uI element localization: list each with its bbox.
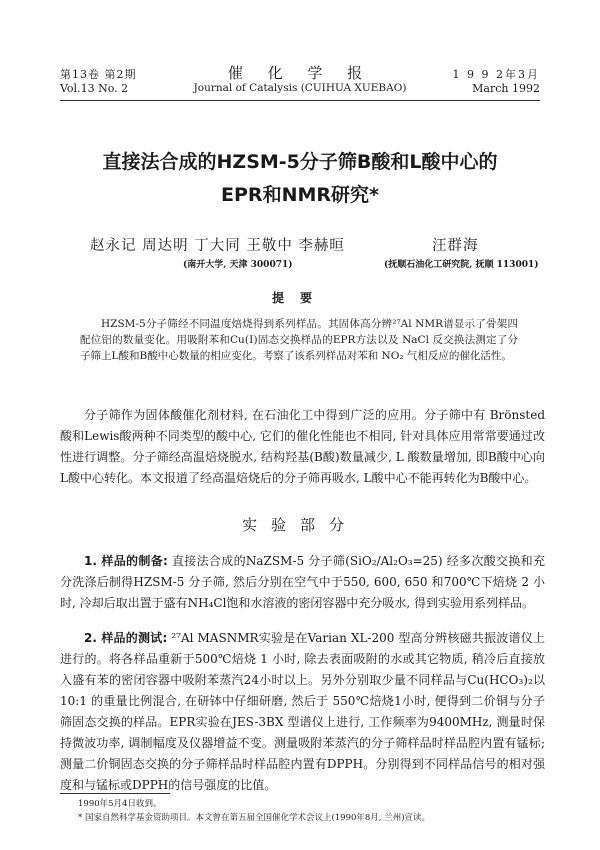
paragraph-label: 1. 样品的制备:	[84, 554, 168, 568]
authors-group-1: 赵永记 周达明 丁大同 王敬中 李赫晅	[90, 238, 345, 254]
volume-issue-en: Vol.13 No. 2	[60, 82, 129, 95]
paragraph-label: 2. 样品的测试:	[84, 631, 168, 645]
abstract-heading: 提要	[271, 291, 328, 305]
date-en: March 1992	[472, 82, 540, 95]
affiliation-2: (抚顺石油化工研究院, 抚顺 113001)	[384, 260, 539, 270]
section-heading: 实验部分	[241, 516, 358, 534]
journal-name-en: Journal of Catalysis (CUIHUA XUEBAO)	[193, 82, 407, 94]
paragraph-sample-test	[60, 628, 545, 796]
intro-paragraph: 分子筛作为固体酸催化剂材料, 在石油化工中得到广泛的应用。分子筛中有 Brönsted 酸和Lewis酸两种不同类型的酸中心, 它们的催化性能也不相同, 针对具体应用常常要通过改性进行调整。分子筛经高温焙烧脱水, 结构羟基(B酸)数量减少, L 酸数量增加, 即B酸中心向L酸中心转化。本文报道了经高温焙烧后的分子筛再吸水, L酸中心不能再转化为B酸中心。	[60, 408, 545, 485]
title-line-1: 直接法合成的HZSM-5分子筛B酸和L酸中心的	[102, 151, 498, 173]
date-cn: 1 9 9 2年3月	[452, 68, 540, 81]
footnote-received: 1990年5月4日收到。	[78, 799, 162, 809]
running-header	[60, 66, 540, 100]
footnote-rule	[60, 793, 170, 794]
paragraph-body: ²⁷Al MASNMR实验是在Varian XL-200 型高分辨核磁共振波谱仪上进行的。将各样品重新于500℃焙烧 1 小时, 除去表面吸附的水或其它物质, 稍冷后直接放入盛有苯的密闭容器中吸附苯蒸汽24小时以上。另外分别取少量不同样品与Cu(HCO₃)₂以10:1 的重量比例混合, 在研钵中仔细研磨, 然后于 550℃焙烧1小时, 便得到二价铜与分子筛固态交换的样品。EPR实验在JES-3BX 型谱仪上进行, 工作频率为9400MHz, 测量时保持微波功率, 调制幅度及仪器增益不变。测量吸附苯蒸汽的分子筛样品时样品腔内置有锰标; 测量二价铜固态交换的分子筛样品时样品腔内置有DPPH。分别得到不同样品信号的相对强度和与锰标或DPPH的信号强度的比值。	[60, 631, 545, 792]
journal-name-cn: 催 化 学 报	[227, 64, 373, 82]
abstract-text: HZSM-5分子筛经不同温度焙烧得到系列样品。其固体高分辨²⁷Al NMR谱显示了骨架四配位铝的数量变化。用吸附苯和Cu(Ⅰ)固态交换样品的EPR方法以及 NaCl 反交换法测定了分子筛上L酸和B酸中心数量的相应变化。考察了该系列样品对苯和 NO₂ 气相反应的催化活性。	[80, 318, 518, 362]
paragraph-sample-prep	[60, 551, 545, 614]
volume-issue-cn: 第13卷 第2期	[60, 68, 137, 81]
title-line-2: EPR和NMR研究*	[221, 184, 379, 206]
affiliation-1: (南开大学, 天津 300071)	[183, 260, 293, 270]
footnote-funding: * 国家自然科学基金资助项目。本文曾在第五届全国催化学术会议上(1990年8月, 兰州)宣读。	[78, 813, 431, 823]
header-rule	[60, 100, 540, 101]
paragraph-body: 直接法合成的NaZSM-5 分子筛(SiO₂/Al₂O₃=25) 经多次酸交换和充分洗涤后制得HZSM-5 分子筛, 然后分别在空气中于550, 600, 650 和700℃下焙烧 2 小时, 冷却后取出置于盛有NH₄Cl饱和水溶液的密闭容器中充分吸水, 得到实验用系列样品。	[60, 554, 545, 610]
authors-group-2: 汪群海	[432, 238, 479, 254]
